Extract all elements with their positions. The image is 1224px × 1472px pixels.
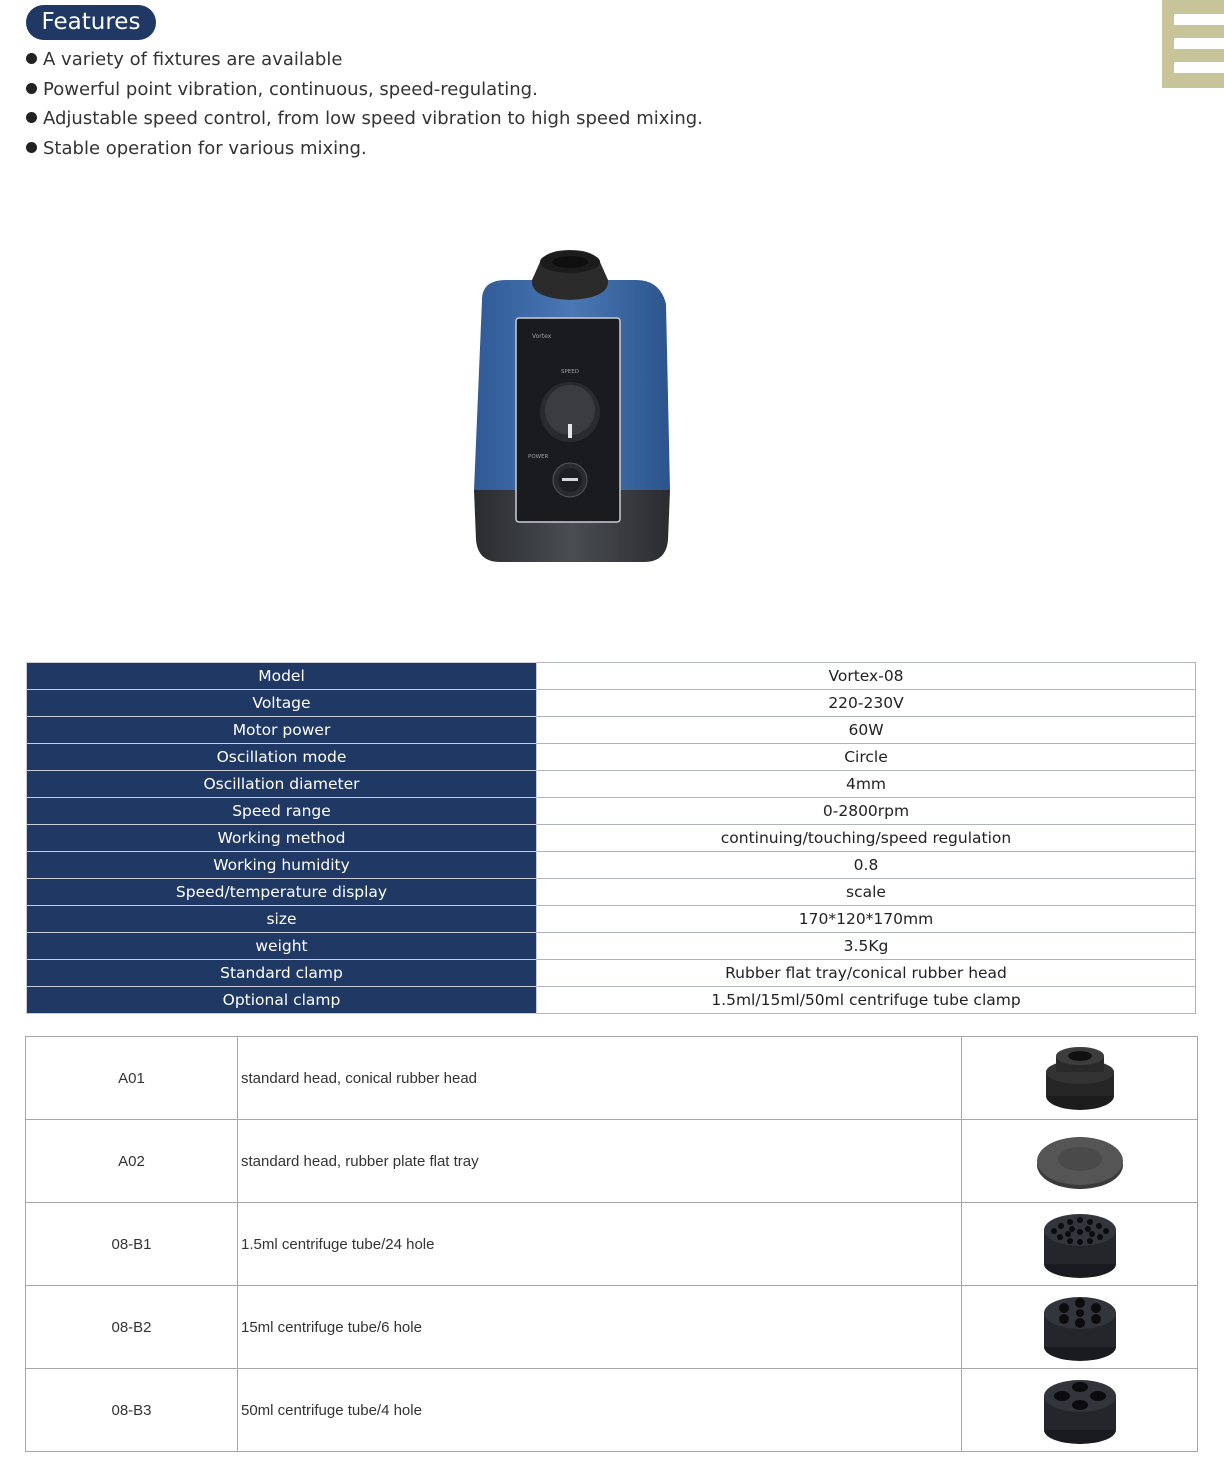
spec-value: Rubber flat tray/conical rubber head xyxy=(537,960,1196,987)
panel-power-label: POWER xyxy=(528,454,549,460)
table-row xyxy=(27,744,1196,771)
accessory-image-cell xyxy=(962,1369,1198,1452)
table-row xyxy=(27,825,1196,852)
accessory-image-cell xyxy=(962,1120,1198,1203)
feature-text: Powerful point vibration, continuous, speed-regulating. xyxy=(43,78,538,100)
feature-item xyxy=(26,134,703,164)
spec-label: Voltage xyxy=(27,690,537,717)
spec-value: 0.8 xyxy=(537,852,1196,879)
table-row xyxy=(26,1369,1198,1452)
accessory-image-cell xyxy=(962,1286,1198,1369)
spec-label: Speed range xyxy=(27,798,537,825)
table-row xyxy=(27,960,1196,987)
feature-item xyxy=(26,104,703,134)
spec-label: Oscillation mode xyxy=(27,744,537,771)
spec-value: 170*120*170mm xyxy=(537,906,1196,933)
panel-brand-text: Vortex xyxy=(532,333,552,340)
spec-value: 220-230V xyxy=(537,690,1196,717)
spec-label: Model xyxy=(27,663,537,690)
feature-list xyxy=(26,45,703,163)
spec-label: Motor power xyxy=(27,717,537,744)
accessory-code: 08-B2 xyxy=(26,1286,238,1369)
table-row xyxy=(27,771,1196,798)
accessory-code: A01 xyxy=(26,1037,238,1120)
spec-value: 3.5Kg xyxy=(537,933,1196,960)
accessory-image-cell xyxy=(962,1037,1198,1120)
conical-head-icon xyxy=(1040,1042,1120,1114)
accessory-description: 1.5ml centrifuge tube/24 hole xyxy=(238,1203,962,1286)
spec-value: Circle xyxy=(537,744,1196,771)
bullet-icon xyxy=(26,83,37,94)
spec-table xyxy=(26,662,1196,1014)
spec-label: Working method xyxy=(27,825,537,852)
accessory-table xyxy=(25,1036,1198,1452)
accessory-code: 08-B3 xyxy=(26,1369,238,1452)
table-row xyxy=(27,906,1196,933)
feature-text: Adjustable speed control, from low speed vibration to high speed mixing. xyxy=(43,108,703,129)
table-row xyxy=(27,933,1196,960)
feature-item xyxy=(26,45,703,75)
panel-speed-label: SPEED xyxy=(561,369,579,375)
spec-value: scale xyxy=(537,879,1196,906)
accessory-code: A02 xyxy=(26,1120,238,1203)
table-row xyxy=(26,1120,1198,1203)
vortex-mixer-image xyxy=(460,240,680,570)
table-row xyxy=(27,987,1196,1014)
accessory-image-cell xyxy=(962,1203,1198,1286)
table-row xyxy=(26,1203,1198,1286)
accessory-description: 50ml centrifuge tube/4 hole xyxy=(238,1369,962,1452)
spec-label: Working humidity xyxy=(27,852,537,879)
feature-text: A variety of fixtures are available xyxy=(43,49,343,70)
table-row xyxy=(27,717,1196,744)
spec-value: continuing/touching/speed regulation xyxy=(537,825,1196,852)
bullet-icon xyxy=(26,112,37,123)
spec-label: Standard clamp xyxy=(27,960,537,987)
table-row xyxy=(27,690,1196,717)
accessory-code: 08-B1 xyxy=(26,1203,238,1286)
spec-value: 60W xyxy=(537,717,1196,744)
feature-item xyxy=(26,75,703,105)
spec-label: Oscillation diameter xyxy=(27,771,537,798)
spec-label: Optional clamp xyxy=(27,987,537,1014)
flat-tray-icon xyxy=(1035,1129,1125,1193)
features-badge: Features xyxy=(26,5,156,40)
table-row xyxy=(27,852,1196,879)
spec-value: 4mm xyxy=(537,771,1196,798)
bullet-icon xyxy=(26,53,37,64)
table-row xyxy=(26,1037,1198,1120)
spec-label: size xyxy=(27,906,537,933)
tube-holder-24-icon xyxy=(1040,1208,1120,1280)
spec-value: 0-2800rpm xyxy=(537,798,1196,825)
feature-text: Stable operation for various mixing. xyxy=(43,137,367,159)
tube-holder-4-icon xyxy=(1040,1374,1120,1446)
spec-value: 1.5ml/15ml/50ml centrifuge tube clamp xyxy=(537,987,1196,1014)
menu-icon-bar xyxy=(1174,38,1224,49)
accessory-description: standard head, rubber plate flat tray xyxy=(238,1120,962,1203)
table-row xyxy=(27,663,1196,690)
menu-icon-bar xyxy=(1174,62,1224,73)
table-row xyxy=(27,798,1196,825)
spec-label: weight xyxy=(27,933,537,960)
spec-label: Speed/temperature display xyxy=(27,879,537,906)
accessory-description: 15ml centrifuge tube/6 hole xyxy=(238,1286,962,1369)
tube-holder-6-icon xyxy=(1040,1291,1120,1363)
accessory-description: standard head, conical rubber head xyxy=(238,1037,962,1120)
menu-icon-bar xyxy=(1174,14,1224,25)
menu-icon[interactable] xyxy=(1162,0,1224,88)
spec-value: Vortex-08 xyxy=(537,663,1196,690)
table-row xyxy=(26,1286,1198,1369)
table-row xyxy=(27,879,1196,906)
bullet-icon xyxy=(26,142,37,153)
